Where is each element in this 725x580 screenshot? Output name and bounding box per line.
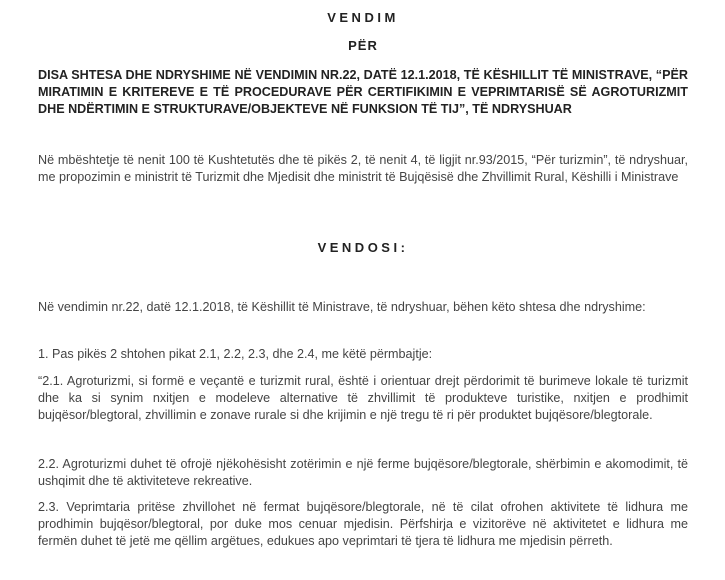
legal-basis-paragraph: Në mbështetje të nenit 100 të Kushtetutës dhe të pikës 2, të nenit 4, të ligjit nr.93/2015, “Për turizmin”, të ndryshuar, me propozimin e ministrit të Turizmit dhe Mjedisit dhe ministrit të Bujqësisë dhe Zhvillimit Rural, Këshilli i Ministrave bbox=[38, 153, 688, 184]
document-for-label: PËR bbox=[348, 38, 378, 53]
decides-heading: VENDOSI: bbox=[317, 240, 409, 255]
point-2-2-paragraph: 2.2. Agroturizmi duhet të ofrojë njëkohësisht zotërimin e një ferme bujqësore/blegtorale, shërbimin e akomodimit, të ushqimit dhe të aktiviteteve rekreative. bbox=[38, 457, 688, 488]
point-2-1-paragraph: “2.1. Agroturizmi, si formë e veçantë e turizmit rural, është i orientuar drejt përdorimit të burimeve lokale të turizmit dhe ka si synim nxitjen e modeleve alternative të zhvillimit të produkteve turistike, nxitjen e prodhimit bujqësor/blegtoral, zhvillimin e zonave rurale si dhe krijimin e një tregu të ri për produktet bujqësore/blegtorale. bbox=[38, 374, 688, 422]
document-heading: VENDIM bbox=[327, 10, 399, 25]
item-1-paragraph: 1. Pas pikës 2 shtohen pikat 2.1, 2.2, 2.3, dhe 2.4, me këtë përmbajtje: bbox=[38, 347, 433, 361]
point-2-3-paragraph: 2.3. Veprimtaria pritëse zhvillohet në fermat bujqësore/blegtorale, në të cilat ofrohen aktivitete të lidhura me prodhimin bujqësor/blegtoral, por duke mos cenuar mjedisin. Përfshirja e vizitorëve në aktivitetet e lidhura me fermën duhet të jetë me qëllim argëtues, edukues apo veprimtari të tjera të lidhura me mjedisin përreth. bbox=[38, 500, 688, 548]
document-subject: DISA SHTESA DHE NDRYSHIME NË VENDIMIN NR.22, DATË 12.1.2018, TË KËSHILLIT TË MINISTRAVE, “PËR MIRATIMIN E KRITEREVE E TË PROCEDURAVE PËR CERTIFIKIMIN E VEPRIMTARISË SË AGROTURIZMIT DHE NDËRTIMIN E STRUKTURAVE/OBJEKTEVE NË FUNKSION TË TIJ”, TË NDRYSHUAR bbox=[38, 68, 688, 116]
intro-paragraph: Në vendimin nr.22, datë 12.1.2018, të Këshillit të Ministrave, të ndryshuar, bëhen këto shtesa dhe ndryshime: bbox=[38, 300, 646, 314]
